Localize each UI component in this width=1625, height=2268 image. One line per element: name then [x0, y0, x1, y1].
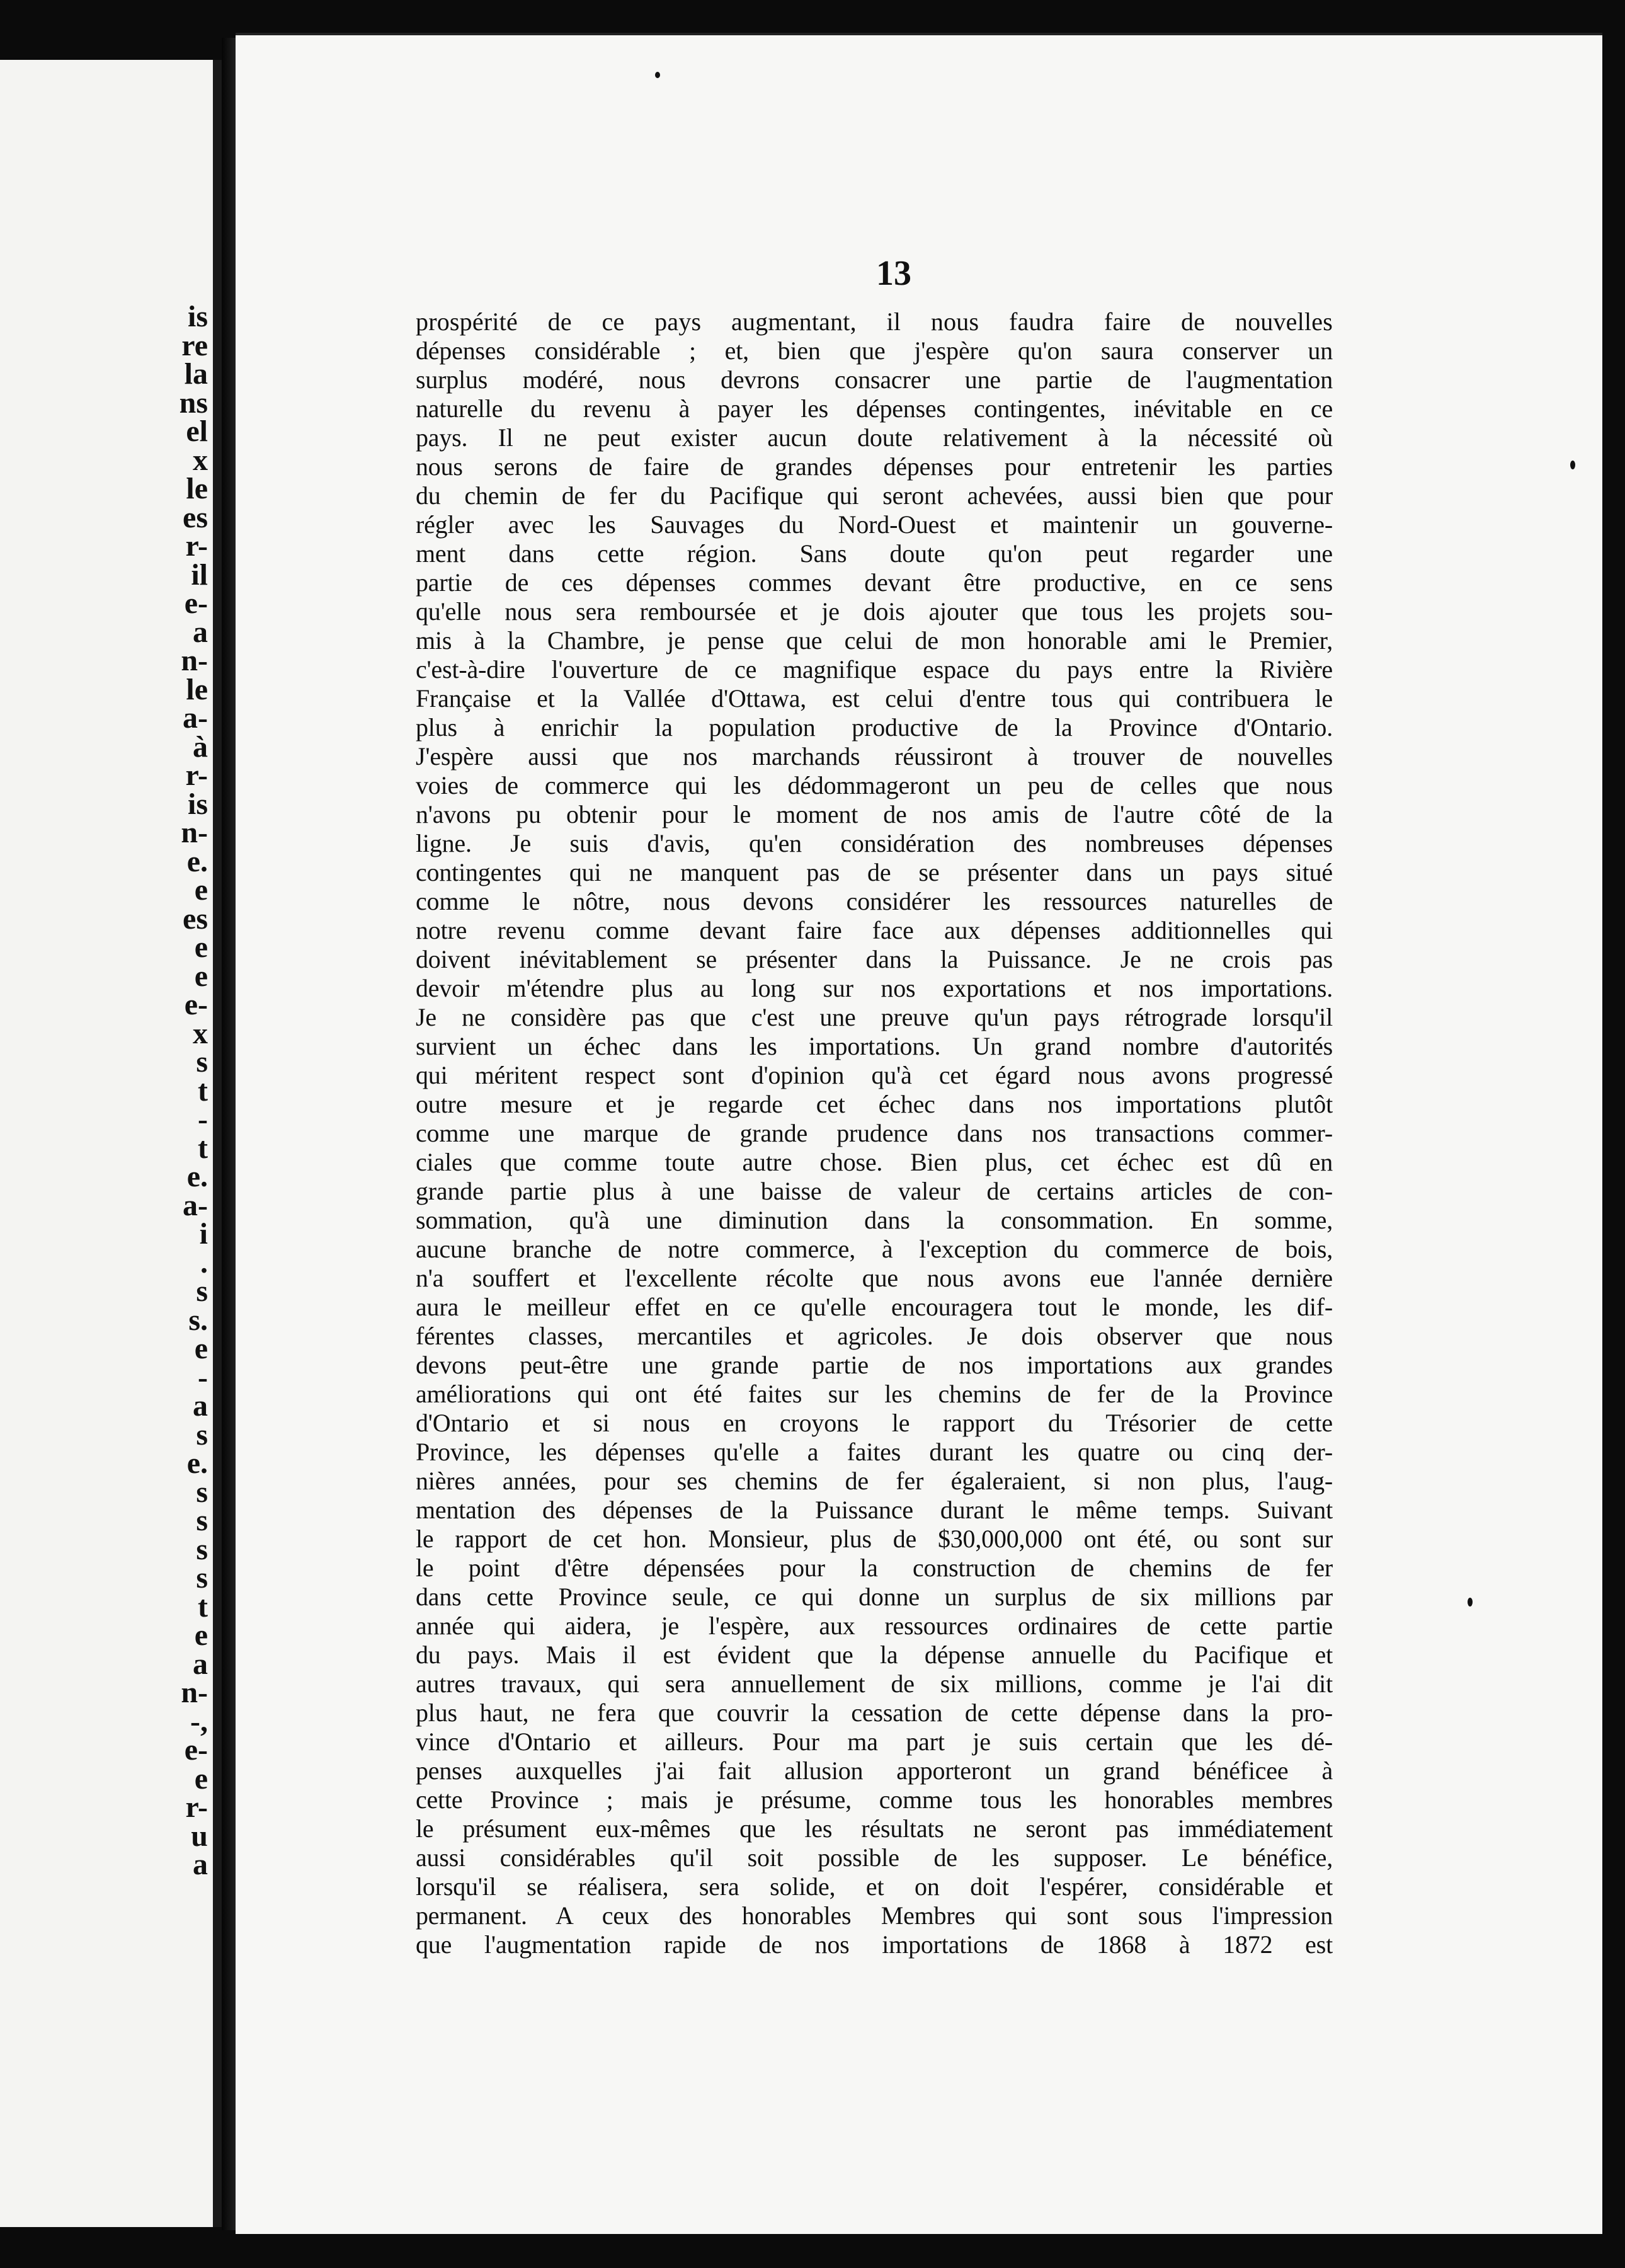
text-line: contingentes qui ne manquent pas de se présenter dans un pays situé [416, 858, 1333, 886]
facing-line-fragment: ns [179, 386, 208, 420]
text-line: devons peut-être une grande partie de nos importations aux grandes [416, 1351, 1333, 1379]
text-line: que l'augmentation rapide de nos importations de 1868 à 1872 est [416, 1930, 1333, 1959]
text-line: survient un échec dans les importations. Un grand nombre d'autorités [416, 1032, 1333, 1060]
print-speck [655, 72, 660, 78]
facing-line-fragment: i [199, 1217, 208, 1251]
text-line: aussi considérables qu'il soit possible de les supposer. Le bénéfice, [416, 1843, 1333, 1872]
facing-line-fragment: a- [183, 701, 208, 735]
text-line: le rapport de cet hon. Monsieur, plus de $30,000,000 ont été, ou sont sur [416, 1525, 1333, 1553]
text-line: J'espère aussi que nos marchands réussiront à trouver de nouvelles [416, 742, 1333, 770]
text-line: devoir m'étendre plus au long sur nos exportations et nos importations. [416, 974, 1333, 1002]
facing-line-fragment: s [196, 1532, 208, 1566]
text-line: cette Province ; mais je présume, comme tous les honorables membres [416, 1785, 1333, 1814]
text-line: c'est-à-dire l'ouverture de ce magnifique espace du pays entre la Rivière [416, 655, 1333, 684]
text-line: aura le meilleur effet en ce qu'elle encouragera tout le monde, les dif- [416, 1293, 1333, 1321]
facing-line-fragment: r- [185, 1790, 208, 1824]
facing-line-fragment: à [193, 730, 208, 764]
facing-line-fragment: x [193, 443, 208, 477]
facing-line-fragment: el [186, 415, 208, 448]
facing-line-fragment: e. [186, 1160, 208, 1193]
facing-line-fragment: e [194, 1761, 208, 1796]
text-line: plus à enrichir la population productive de la Province d'Ontario. [416, 713, 1333, 742]
text-line: lorsqu'il se réalisera, sera solide, et on doit l'espérer, considérable et [416, 1872, 1333, 1901]
facing-line-fragment: n- [181, 1676, 208, 1709]
text-line: notre revenu comme devant faire face aux dépenses additionnelles qui [416, 916, 1333, 944]
text-line: autres travaux, qui sera annuellement de six millions, comme je l'ai dit [416, 1670, 1333, 1698]
text-line: permanent. A ceux des honorables Membres qui sont sous l'impression [416, 1901, 1333, 1930]
text-line: dépenses considérable ; et, bien que j'espère qu'on saura conserver un [416, 336, 1333, 365]
body-text [416, 307, 1333, 1959]
text-line: année qui aidera, je l'espère, aux ressources ordinaires de cette partie [416, 1612, 1333, 1640]
text-line: mentation des dépenses de la Puissance durant le même temps. Suivant [416, 1496, 1333, 1524]
text-line: qui méritent respect sont d'opinion qu'à cet égard nous avons progressé [416, 1061, 1333, 1089]
document-page [236, 33, 1602, 2234]
text-line: outre mesure et je regarde cet échec dans nos importations plutôt [416, 1090, 1333, 1118]
text-line: vince d'Ontario et ailleurs. Pour ma part je suis certain que les dé- [416, 1727, 1333, 1756]
facing-page-fragment [0, 60, 222, 2227]
text-line: aucune branche de notre commerce, à l'exception du commerce de bois, [416, 1235, 1333, 1263]
facing-line-fragment: a [193, 615, 208, 649]
facing-line-fragment: a [193, 1647, 208, 1681]
facing-line-fragment: t [198, 1074, 208, 1108]
text-line: prospérité de ce pays augmentant, il nous faudra faire de nouvelles [416, 307, 1333, 336]
facing-line-fragment: n- [181, 816, 208, 849]
facing-line-fragment: le [186, 672, 208, 706]
text-line: améliorations qui ont été faites sur les chemins de fer de la Province [416, 1380, 1333, 1408]
facing-line-fragment: es [183, 902, 208, 936]
facing-line-fragment: s. [188, 1303, 208, 1337]
text-line: naturelle du revenu à payer les dépenses contingentes, inévitable en ce [416, 394, 1333, 423]
facing-line-fragment: e- [184, 1733, 208, 1767]
facing-page-line-endings [157, 302, 208, 1879]
facing-line-fragment: s [196, 1274, 208, 1308]
text-line: Je ne considère pas que c'est une preuve qu'un pays rétrograde lorsqu'il [416, 1003, 1333, 1031]
text-line: nières années, pour ses chemins de fer égaleraient, si non plus, l'aug- [416, 1467, 1333, 1495]
facing-line-fragment: e [194, 873, 208, 907]
facing-line-fragment: is [187, 300, 208, 333]
facing-line-fragment: e. [186, 844, 208, 878]
print-speck [1570, 461, 1575, 469]
text-line: voies de commerce qui les dédommageront un peu de celles que nous [416, 771, 1333, 799]
facing-line-fragment: -, [190, 1704, 208, 1738]
facing-line-fragment: a- [183, 1188, 208, 1222]
text-line: Province, les dépenses qu'elle a faites durant les quatre ou cinq der- [416, 1438, 1333, 1466]
facing-line-fragment: a [193, 1848, 208, 1881]
text-line: n'a souffert et l'excellente récolte que nous avons eue l'année dernière [416, 1264, 1333, 1292]
facing-line-fragment: . [200, 1246, 208, 1280]
book-gutter [222, 38, 236, 2230]
text-line: doivent inévitablement se présenter dans la Puissance. Je ne crois pas [416, 945, 1333, 973]
text-line: ligne. Je suis d'avis, qu'en considération des nombreuses dépenses [416, 829, 1333, 857]
facing-line-fragment: is [187, 787, 208, 821]
text-line: qu'elle nous sera remboursée et je dois ajouter que tous les projets sou- [416, 597, 1333, 626]
facing-line-fragment: e [194, 1618, 208, 1652]
text-line: régler avec les Sauvages du Nord-Ouest et maintenir un gouverne- [416, 510, 1333, 539]
text-line: nous serons de faire de grandes dépenses pour entretenir les parties [416, 452, 1333, 481]
facing-line-fragment: e- [184, 988, 208, 1021]
text-line: ciales que comme toute autre chose. Bien plus, cet échec est dû en [416, 1148, 1333, 1176]
facing-line-fragment: e- [184, 587, 208, 620]
text-line: comme une marque de grande prudence dans nos transactions commer- [416, 1119, 1333, 1147]
text-line: le présument eux-mêmes que les résultats ne seront pas immédiatement [416, 1814, 1333, 1843]
text-line: n'avons pu obtenir pour le moment de nos amis de l'autre côté de la [416, 800, 1333, 828]
text-line: du chemin de fer du Pacifique qui seront achevées, aussi bien que pour [416, 481, 1333, 510]
facing-line-fragment: r- [185, 529, 208, 563]
text-line: d'Ontario et si nous en croyons le rapport du Trésorier de cette [416, 1409, 1333, 1437]
text-line: penses auxquelles j'ai fait allusion apporteront un grand bénéficee à [416, 1756, 1333, 1785]
facing-line-fragment: il [191, 558, 208, 592]
text-line: pays. Il ne peut exister aucun doute relativement à la nécessité où [416, 423, 1333, 452]
text-line: partie de ces dépenses commes devant être productive, en ce sens [416, 568, 1333, 597]
facing-line-fragment: t [198, 1131, 208, 1165]
facing-line-fragment: s [196, 1504, 208, 1537]
facing-line-fragment: la [184, 357, 208, 391]
print-speck [1468, 1598, 1473, 1606]
text-line: ment dans cette région. Sans doute qu'on peut regarder une [416, 539, 1333, 568]
text-line: plus haut, ne fera que couvrir la cessation de cette dépense dans la pro- [416, 1698, 1333, 1727]
facing-line-fragment: s [196, 1561, 208, 1595]
facing-line-fragment: t [198, 1589, 208, 1624]
facing-line-fragment: u [191, 1819, 208, 1853]
text-line: du pays. Mais il est évident que la dépense annuelle du Pacifique et [416, 1641, 1333, 1669]
text-line: grande partie plus à une baisse de valeur de certains articles de con- [416, 1177, 1333, 1205]
text-line: surplus modéré, nous devrons consacrer une partie de l'augmentation [416, 365, 1333, 394]
text-line: comme le nôtre, nous devons considérer les ressources naturelles de [416, 887, 1333, 915]
facing-line-fragment: e [194, 931, 208, 964]
page-number: 13 [876, 254, 911, 293]
facing-line-fragment: s [196, 1475, 208, 1509]
text-line: mis à la Chambre, je pense que celui de mon honorable ami le Premier, [416, 626, 1333, 655]
text-line: Française et la Vallée d'Ottawa, est celui d'entre tous qui contribuera le [416, 684, 1333, 713]
text-line: le point d'être dépensées pour la construction de chemins de fer [416, 1554, 1333, 1582]
facing-line-fragment: le [186, 472, 208, 505]
facing-line-fragment: n- [181, 644, 208, 677]
text-line: férentes classes, mercantiles et agricoles. Je dois observer que nous [416, 1322, 1333, 1350]
facing-line-fragment: e [194, 959, 208, 993]
text-line: dans cette Province seule, ce qui donne un surplus de six millions par [416, 1583, 1333, 1611]
facing-line-fragment: s [196, 1045, 208, 1079]
facing-line-fragment: - [198, 1360, 208, 1394]
facing-line-fragment: es [183, 500, 208, 534]
facing-line-fragment: s [196, 1418, 208, 1452]
facing-line-fragment: re [181, 328, 208, 362]
facing-line-fragment: x [193, 1016, 208, 1050]
facing-line-fragment: r- [185, 759, 208, 792]
text-line: sommation, qu'à une diminution dans la consommation. En somme, [416, 1206, 1333, 1234]
facing-line-fragment: - [198, 1102, 208, 1136]
facing-line-fragment: a [193, 1389, 208, 1423]
facing-line-fragment: e. [186, 1446, 208, 1480]
facing-line-fragment: e [194, 1332, 208, 1365]
